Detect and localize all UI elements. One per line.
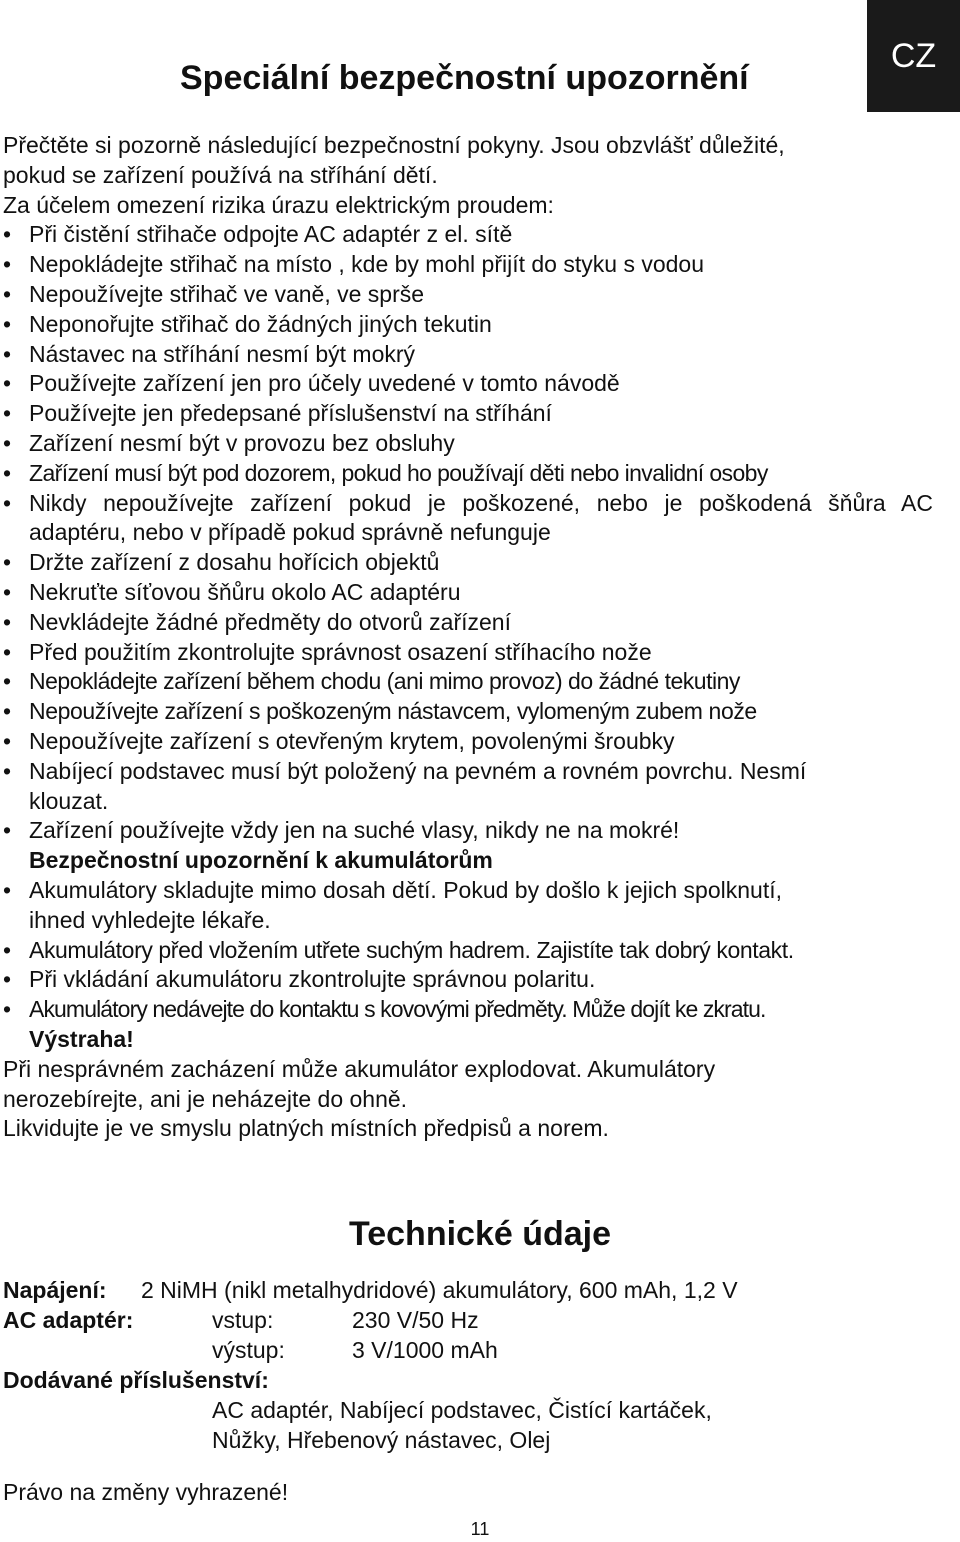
bullet-icon: • bbox=[3, 668, 11, 695]
adapter-output-row bbox=[3, 1335, 933, 1365]
accessories-line bbox=[3, 1395, 933, 1425]
bullet-icon: • bbox=[3, 280, 12, 307]
bullet-icon: • bbox=[3, 340, 12, 367]
list-item: • Používejte zařízení jen pro účely uvedené v tomto návodě bbox=[3, 369, 933, 399]
list-item: • Zařízení používejte vždy jen na suché vlasy, nikdy ne na mokré! bbox=[3, 816, 933, 846]
warning-line: Při nesprávném zacházení může akumulátor explodovat. Akumulátory bbox=[3, 1055, 716, 1082]
list-item: • Používejte jen předepsané příslušenství na stříhání bbox=[3, 399, 933, 429]
bullet-icon: • bbox=[3, 936, 11, 963]
list-item: • Před použitím zkontrolujte správnost osazení stříhacího nože bbox=[3, 638, 933, 668]
accessories-row bbox=[3, 1365, 933, 1395]
bullet-icon: • bbox=[3, 996, 11, 1023]
warning-label: Výstraha! bbox=[29, 1025, 134, 1052]
list-item: • Nabíjecí podstavec musí být položený na pevném a rovném povrchu. Nesmí klouzat. bbox=[3, 757, 807, 814]
warning-line: Likvidujte je ve smyslu platných místních předpisů a norem. bbox=[3, 1115, 609, 1142]
intro-line: Za účelem omezení rizika úrazu elektrickým proudem: bbox=[3, 191, 554, 218]
list-item: • Neponořujte střihač do žádných jiných tekutin bbox=[3, 310, 933, 340]
input-label: vstup: bbox=[212, 1307, 274, 1333]
safety-section bbox=[3, 131, 933, 1144]
bullet-icon: • bbox=[3, 429, 12, 456]
list-item: • Nepoužívejte zařízení s poškozeným nástavcem, vylomeným zubem nože bbox=[3, 697, 933, 727]
bullet-icon: • bbox=[3, 727, 12, 754]
list-item: • Nekruťte síťovou šňůru okolo AC adaptéru bbox=[3, 578, 933, 608]
tech-specs bbox=[3, 1275, 933, 1455]
power-row bbox=[3, 1275, 933, 1305]
intro-line: pokud se zařízení používá na stříhání dětí. bbox=[3, 161, 438, 188]
list-item: • Držte zařízení z dosahu hořícich objektů bbox=[3, 548, 933, 578]
bullet-icon: • bbox=[3, 549, 12, 576]
bullet-icon: • bbox=[3, 370, 12, 397]
accessories-label: Dodávané příslušenství: bbox=[3, 1367, 269, 1393]
output-label: výstup: bbox=[212, 1337, 285, 1363]
power-value: 2 NiMH (nikl metalhydridové) akumulátory, 600 mAh, 1,2 V bbox=[141, 1277, 738, 1303]
bullet-icon: • bbox=[3, 489, 12, 516]
page-title: Speciální bezpečnostní upozornění bbox=[180, 59, 749, 97]
list-item: • Nepokládejte zařízení během chodu (ani mimo provoz) do žádné tekutiny bbox=[3, 667, 933, 697]
bullet-icon: • bbox=[3, 966, 12, 993]
bullet-icon: • bbox=[3, 310, 12, 337]
safety-list bbox=[3, 220, 933, 846]
list-item: • Nepokládejte střihač na místo , kde by mohl přijít do styku s vodou bbox=[3, 250, 933, 280]
list-item: • Nepoužívejte střihač ve vaně, ve sprše bbox=[3, 280, 933, 310]
battery-heading: Bezpečnostní upozornění k akumulátorům bbox=[29, 847, 493, 874]
language-tab: CZ bbox=[867, 0, 960, 112]
bullet-icon: • bbox=[3, 400, 12, 427]
accessories-value: Nůžky, Hřebenový nástavec, Olej bbox=[212, 1427, 551, 1453]
list-item: • Při vkládání akumulátoru zkontrolujte správnou polaritu. bbox=[3, 965, 933, 995]
list-item: • Nevkládejte žádné předměty do otvorů zařízení bbox=[3, 608, 933, 638]
input-value: 230 V/50 Hz bbox=[352, 1307, 479, 1333]
power-label: Napájení: bbox=[3, 1277, 107, 1303]
battery-list bbox=[3, 876, 933, 1025]
tech-title: Technické údaje bbox=[348, 1215, 612, 1253]
bullet-icon: • bbox=[3, 251, 12, 278]
page-number: 11 bbox=[470, 1519, 490, 1539]
bullet-icon: • bbox=[3, 876, 12, 903]
bullet-icon: • bbox=[3, 698, 11, 725]
list-item: • Akumulátory skladujte mimo dosah dětí. Pokud by došlo k jejich spolknutí, ihned vyhledejte lékaře. bbox=[3, 876, 782, 933]
bullet-icon: • bbox=[3, 638, 12, 665]
warning-line: nerozebírejte, ani je neházejte do ohně. bbox=[3, 1085, 408, 1112]
list-item: • Zařízení nesmí být v provozu bez obsluhy bbox=[3, 429, 933, 459]
accessories-line bbox=[3, 1425, 933, 1455]
list-item: • Akumulátory před vložením utřete suchým hadrem. Zajistíte tak dobrý kontakt. bbox=[3, 936, 933, 966]
adapter-input-row bbox=[3, 1305, 933, 1335]
list-item: • Nástavec na stříhání nesmí být mokrý bbox=[3, 340, 933, 370]
output-value: 3 V/1000 mAh bbox=[352, 1337, 498, 1363]
list-item: • Nepoužívejte zařízení s otevřeným krytem, povolenými šroubky bbox=[3, 727, 933, 757]
intro-line: Přečtěte si pozorně následující bezpečnostní pokyny. Jsou obzvlášť důležité, bbox=[3, 132, 785, 158]
bullet-icon: • bbox=[3, 757, 12, 784]
bullet-icon: • bbox=[3, 608, 12, 635]
bullet-icon: • bbox=[3, 817, 12, 844]
accessories-value: AC adaptér, Nabíjecí podstavec, Čistící kartáček, bbox=[212, 1397, 712, 1423]
list-item: • Při čistění střihače odpojte AC adaptér z el. sítě bbox=[3, 220, 933, 250]
bullet-icon: • bbox=[3, 459, 11, 486]
list-item: • Nikdy nepoužívejte zařízení pokud je poškozené, nebo je poškodená šňůra AC adaptéru, nebo v případě pokud správně nefunguje bbox=[3, 489, 933, 546]
adapter-label: AC adaptér: bbox=[3, 1307, 134, 1333]
bullet-icon: • bbox=[3, 221, 12, 248]
list-item: • Zařízení musí být pod dozorem, pokud ho používají děti nebo invalidní osoby bbox=[3, 459, 933, 489]
list-item: • Akumulátory nedávejte do kontaktu s kovovými předměty. Může dojít ke zkratu. bbox=[3, 995, 933, 1025]
bullet-icon: • bbox=[3, 578, 12, 605]
rights-note: Právo na změny vyhrazené! bbox=[3, 1479, 289, 1505]
